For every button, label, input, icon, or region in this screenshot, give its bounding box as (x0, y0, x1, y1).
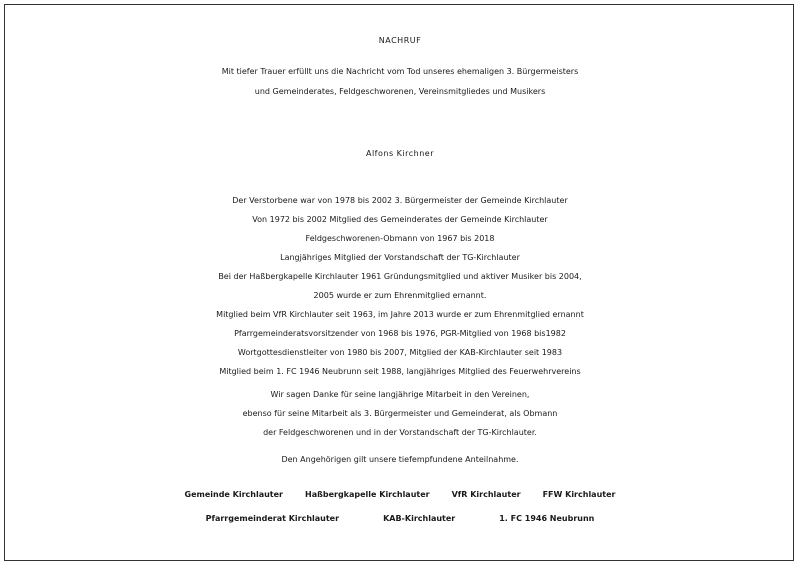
signatory: Pfarrgemeinderat Kirchlauter (205, 514, 340, 523)
bio-line-5: Bei der Haßbergkapelle Kirchlauter 1961 Gründungsmitglied und aktiver Musiker bis 2004, (218, 272, 582, 281)
signatories-row-1 (0, 490, 800, 499)
notice-heading: NACHRUF (378, 36, 422, 45)
bio-line-3: Feldgeschworenen-Obmann von 1967 bis 2018 (305, 234, 495, 243)
intro-line-1: Mit tiefer Trauer erfüllt uns die Nachricht vom Tod unseres ehemaligen 3. Bürgermeisters (221, 67, 579, 76)
bio-line-10: Mitglied beim 1. FC 1946 Neubrunn seit 1988, langjähriges Mitglied des Feuerwehrvereins (219, 367, 581, 376)
bio-line-9: Wortgottesdienstleiter von 1980 bis 2007, Mitglied der KAB-Kirchlauter seit 1983 (237, 348, 563, 357)
bio-line-4: Langjähriges Mitglied der Vorstandschaft der TG-Kirchlauter (280, 253, 520, 262)
bio-line-6: 2005 wurde er zum Ehrenmitglied ernannt. (313, 291, 487, 300)
signatory: Gemeinde Kirchlauter (184, 490, 283, 499)
signatory: Haßbergkapelle Kirchlauter (305, 490, 430, 499)
deceased-name: Alfons Kirchner (365, 149, 435, 158)
bio-line-1: Der Verstorbene war von 1978 bis 2002 3. Bürgermeister der Gemeinde Kirchlauter (232, 196, 568, 205)
intro-line-2: und Gemeinderates, Feldgeschworenen, Vereinsmitgliedes und Musikers (254, 87, 546, 96)
bio-line-2: Von 1972 bis 2002 Mitglied des Gemeinderates der Gemeinde Kirchlauter (252, 215, 548, 224)
condolence-line: Den Angehörigen gilt unsere tiefempfundene Anteilnahme. (281, 455, 519, 464)
signatory: KAB-Kirchlauter (383, 514, 456, 523)
bio-line-7: Mitglied beim VfR Kirchlauter seit 1963, im Jahre 2013 wurde er zum Ehrenmitglied ernannt (216, 310, 584, 319)
bio-line-8: Pfarrgemeinderatsvorsitzender von 1968 bis 1976, PGR-Mitglied von 1968 bis1982 (234, 329, 566, 338)
signatory: 1. FC 1946 Neubrunn (499, 514, 595, 523)
signatories-row-2 (0, 514, 800, 523)
thanks-line-3: der Feldgeschworenen und in der Vorstandschaft der TG-Kirchlauter. (263, 428, 537, 437)
thanks-line-1: Wir sagen Danke für seine langjährige Mitarbeit in den Vereinen, (270, 390, 530, 399)
signatory: FFW Kirchlauter (542, 490, 616, 499)
signatory: VfR Kirchlauter (451, 490, 521, 499)
thanks-line-2: ebenso für seine Mitarbeit als 3. Bürgermeister und Gemeinderat, als Obmann (242, 409, 558, 418)
